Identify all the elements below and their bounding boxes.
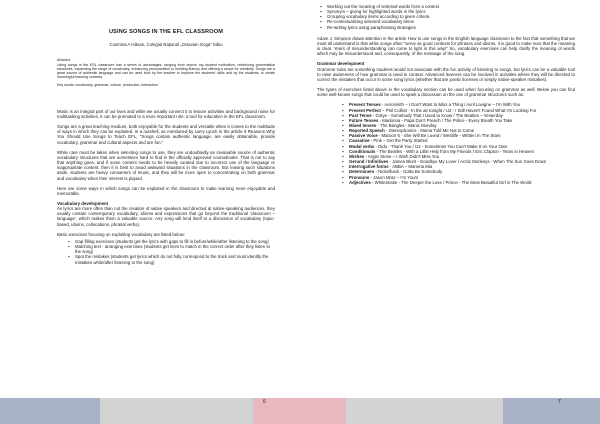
structure-text: - The Bangles - Manic Monday [376,122,437,128]
list-item: ▪ Grouping vocabulary items according to given criteria [327,14,575,19]
structure-text: - Whitesnake - The Deeper the Love / Prince - The Most Beautiful Girl in The World [370,179,532,185]
structure-text: - Stereophonics - Mama Told Me Not to Come [384,128,475,134]
intro-paragraph-1: Music is an integral part of our lives and while we usually connect it to leisure activities and background noise for multitasking activities, it can be promoted to a more important role: a tool for education in the EFL classroom. [57,108,275,119]
structure-text: - Nickelback - Gotta Be Somebody [374,169,443,175]
structure-text: - Aerosmith – I Don't Want to Miss a Thing / Avril Lavigne – I'm With You [380,102,520,108]
structure-label: Modal verbs [349,143,375,149]
structure-text: - Jason Mraz – I'm Yours [369,174,419,180]
structure-label: Wishes [349,153,365,159]
page-number-right: 7 [558,399,561,405]
basic-exercises-list [57,239,275,265]
abstract-text: Using songs in the ESL classroom has a series of advantages, ranging from improv ing student motivation, reinforcing grammatical structures, expanding the range of vocabulary, enhancing pronunciation to building fluency and offering a scope for creativity. Songs are a great source of authentic language and can be used both by the teacher to improve the students' skills and by the students, to create meaningful learning contexts. [57,62,275,80]
simpson-paragraph: Adam J. Simpson draws attention in the article How to use songs in the English language classroom to the fact that something that we must all understand is that while songs often “serve as good contexts for phrases and idioms, it is good to make sure that the meaning is clear. Years of misunderstanding can come to light in this way!” So, vocabulary exercises can help clarify the meaning of words which may be misunderstood and, consequently, of the message of the song. [317,35,575,57]
abstract-title: Abstract: [57,58,71,63]
structure-text: - Dido - Thank You / U2 - Sometimes You Can't Make It on Your Own [374,143,508,149]
structure-label: Future Tenses [349,117,379,123]
structure-text: - Maroon 5 - She Will Be Loved / Westlife - Written In The Stars [377,133,501,139]
structure-label: Adjectives [349,179,371,185]
list-item: ▪ Spot the mistakes (students get lyrics which do not fully correspond to the track and must identify the mistakes while/after listening to the song) [75,254,275,264]
grammar-heading: Grammar development [317,61,365,67]
footer-band-blue [0,398,100,424]
vocabulary-heading: Vocabulary development [57,201,109,206]
footer-band-pink [300,398,346,424]
list-item: ▪ Working out the meaning of selected words from a context [327,4,575,9]
vocabulary-paragraph: As lyrics are more often than not the creation of native speakers and directed at native-speaking audiences, they usually contain contemporary vocabulary, idioms and expressions that go beyond the traditional ‘classroom – language’, which makes them a valuable source. Any song will lend itself to a discussion of vocabulary (topic-based, idioms, collocations, phrasal verbs). [57,206,275,227]
list-item: ▪ Re-contextualizing selected vocabulary items [327,19,575,24]
structure-label: Present Tenses [349,102,381,108]
structure-label: Passive Voice [349,133,378,139]
grammar-paragraph: Grammar rules are something students would not associate with the fun activity of listening to songs, but lyrics can be a valuable tool to raise awareness of how grammar is used in context. Advanced learners can be involved in activities where they will be directed to correct the mistakes that occur in some song lyrics (whether that are poetic licenses or simply native-speaker mistakes). [317,66,575,82]
page-number-left: 6 [263,399,266,405]
structure-label: Gerund / Infinitives [349,159,389,165]
grammar-structures-list [317,102,575,185]
article-title: USING SONGS IN THE EFL CLASSROOM [108,29,224,35]
structure-text: - The Beatles - With a Little Help from My Friends / Eric Clapton - Tears in Heaven [375,148,534,154]
footer-band-gray [100,398,253,424]
structure-label: Reported Speech [349,128,385,134]
footer-band-pink [253,398,300,424]
right-column [317,4,575,185]
basic-exercises-lead: Basic exercises focusing on exploiting vocabulary are listed below: [57,231,185,237]
structure-item [349,180,575,185]
structure-text: - Pink – Get the Party Started [369,138,428,144]
list-item: ▪ Re-writing lyrics using paraphrasing strategies [327,25,575,30]
list-item: ▪ Gap-filling exercises (students get the lyrics with gaps to fill in before/while/after listening to the song) [75,239,275,244]
structure-label: Past Tense [349,112,372,118]
structure-label: Mixed tenses [349,122,377,128]
types-paragraph: The types of exercises listed above in the vocabulary section can be used when focusing on grammar as well. Below you can find some well-known songs that could be used to spark a discussion on the use of grammar structures such as: [317,87,575,98]
structure-label: Present Perfect [349,107,381,113]
structure-text: - James Blunt - Goodbye My Lover / Arctic Monkeys - When The Sun Goes Down [388,159,547,165]
structure-text: - Gotye - Somebody That I Used to Know / The Beatles – Yesterday [371,112,503,118]
list-item: ▪ Matching text - arranging exercises (students get lines to match in the correct order after they listen to the song) [75,244,275,254]
structure-label: Causative [349,138,370,144]
intro-paragraph-2: Songs are a great teaching medium, both enjoyable for the students and versatile when it comes to the multitude of ways in which they can be exploited. In a nutshell, as mentioned by Larry Lynch in the article 9 Reasons Why You Should Use Songs to Teach EFL, “Songs contain authentic language, are easily obtainable, provide vocabulary, grammar and cultural aspects and are fun.” [57,124,275,145]
structure-label: Interrogative forms [349,164,389,170]
structure-text: - Madonna - Papa Don't Preach / The Police - Every Breath You Take [378,117,513,123]
structure-label: Pronouns [349,174,370,180]
list-item: ▪ Synonym – giving for highlighted words in the lyrics [327,9,575,14]
structure-label: Determiners [349,169,375,175]
structure-text: – Phil Collins - In the air tonight / U2 - I Still Haven't Found What I'm Looking For [380,107,537,113]
right-page [300,0,600,424]
footer-band-blue [503,398,600,424]
structure-text: - ABBA – Mamma Mia [388,164,433,170]
footer-band-gray [346,398,503,424]
left-column [57,30,275,269]
abstract [57,58,275,79]
structure-text: - Angie Stone – I Wish Didn't Miss You [364,153,440,159]
structure-label: Conditionals [349,148,376,154]
keywords: Key words: vocabulary, grammar, culture, production, interaction [57,82,158,87]
vocabulary-exercises-list [317,4,575,30]
intro-paragraph-3: While care must be taken when selecting songs to use, they are undoubtedly an invaluable source of authentic vocabulary structures that are sometimes hard to find in the officially approved coursebooks. That is not to say that anything goes, and if some content needs to be heavily curated due to incorrect use of the language or inappropriate content, then it is best to avoid awkward situations in the classroom. But leaving such situations aside, students are heavy consumers of music, and they will be more open to concentrating on both grammar and vocabulary when their interest is piqued. [57,149,275,181]
intro-paragraph-4: Here are some ways in which songs can be exploited in the classroom to make learning more enjoyable and memorable. [57,185,275,196]
author-line: Cosmina A măsan, Colegiul Naţional „Octavian Goga” Sibiu [109,42,223,48]
